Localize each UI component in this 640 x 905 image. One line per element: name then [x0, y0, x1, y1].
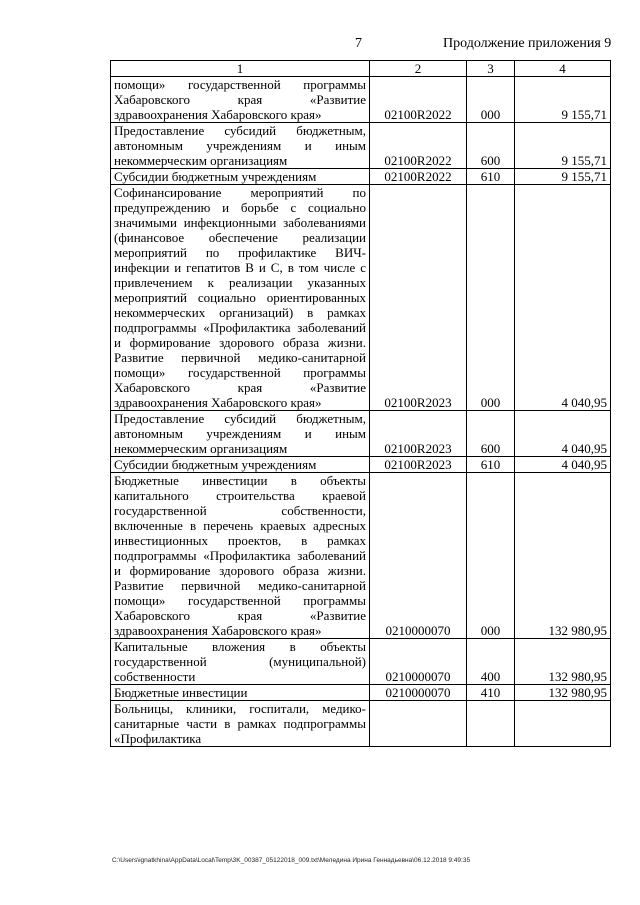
table-header-row — [111, 61, 611, 77]
row-target-code: 02100R2022 — [370, 169, 467, 185]
row-target-code: 02100R2022 — [370, 123, 467, 169]
row-description: Софинансирование мероприятий по предупреждению и борьбе с социально значимыми инфекционными заболеваниями (финансовое обеспечение реализации мероприятий по профилактике ВИЧ-инфекции и гепатитов В и С, в том числе с привлечением к реализации указанных мероприятий социально ориентированных некоммерческих организаций) в рамках подпрограммы «Профилактика заболеваний и формирование здорового образа жизни. Развитие первичной медико-санитарной помощи» государственной программы Хабаровского края «Развитие здравоохранения Хабаровского края» — [111, 185, 370, 411]
row-target-code: 0210000070 — [370, 473, 467, 639]
row-expense-type: 600 — [467, 411, 515, 457]
table-row — [111, 169, 611, 185]
column-header-2: 2 — [370, 61, 467, 77]
row-target-code: 02100R2022 — [370, 77, 467, 123]
table-row — [111, 473, 611, 639]
row-description: Предоставление субсидий бюджетным, автономным учреждениям и иным некоммерческим организациям — [111, 123, 370, 169]
row-expense-type: 410 — [467, 685, 515, 701]
row-description: Больницы, клиники, госпитали, медико-санитарные части в рамках подпрограммы «Профилактика — [111, 701, 370, 747]
row-target-code: 0210000070 — [370, 685, 467, 701]
row-amount: 132 980,95 — [515, 473, 611, 639]
page-number: 7 — [355, 36, 362, 51]
column-header-3: 3 — [467, 61, 515, 77]
column-header-1: 1 — [111, 61, 370, 77]
row-amount: 132 980,95 — [515, 685, 611, 701]
row-description: Капитальные вложения в объекты государственной (муниципальной) собственности — [111, 639, 370, 685]
row-amount: 4 040,95 — [515, 185, 611, 411]
row-expense-type: 600 — [467, 123, 515, 169]
row-description: Предоставление субсидий бюджетным, автономным учреждениям и иным некоммерческим организациям — [111, 411, 370, 457]
row-target-code — [370, 701, 467, 747]
budget-table — [110, 60, 611, 747]
row-expense-type: 610 — [467, 457, 515, 473]
page-title: Продолжение приложения 9 — [443, 36, 612, 51]
row-expense-type: 000 — [467, 77, 515, 123]
row-description: Субсидии бюджетным учреждениям — [111, 457, 370, 473]
file-path-footer: C:\Users\ignatkhina\AppData\Local\Temp\3K_00387_05122018_009.txt\Меледина Ирина Геннадьевна\06.12.2018 9:49:35 — [112, 857, 471, 864]
row-amount: 9 155,71 — [515, 123, 611, 169]
table-row — [111, 411, 611, 457]
row-amount: 4 040,95 — [515, 411, 611, 457]
column-header-4: 4 — [515, 61, 611, 77]
row-amount — [515, 701, 611, 747]
row-amount: 9 155,71 — [515, 77, 611, 123]
row-amount: 4 040,95 — [515, 457, 611, 473]
row-amount: 9 155,71 — [515, 169, 611, 185]
row-target-code: 0210000070 — [370, 639, 467, 685]
table-row — [111, 639, 611, 685]
row-expense-type — [467, 701, 515, 747]
table-row — [111, 77, 611, 123]
table-row — [111, 701, 611, 747]
row-expense-type: 400 — [467, 639, 515, 685]
table-row — [111, 685, 611, 701]
row-target-code: 02100R2023 — [370, 457, 467, 473]
row-description: Бюджетные инвестиции в объекты капитального строительства краевой государственной собственности, включенные в перечень краевых адресных инвестиционных проектов, в рамках подпрограммы «Профилактика заболеваний и формирование здорового образа жизни. Развитие первичной медико-санитарной помощи» государственной программы Хабаровского края «Развитие здравоохранения Хабаровского края» — [111, 473, 370, 639]
row-amount: 132 980,95 — [515, 639, 611, 685]
row-description: Субсидии бюджетным учреждениям — [111, 169, 370, 185]
row-target-code: 02100R2023 — [370, 185, 467, 411]
row-target-code: 02100R2023 — [370, 411, 467, 457]
table-row — [111, 123, 611, 169]
row-description: Бюджетные инвестиции — [111, 685, 370, 701]
row-description: помощи» государственной программы Хабаровского края «Развитие здравоохранения Хабаровского края» — [111, 77, 370, 123]
row-expense-type: 610 — [467, 169, 515, 185]
row-expense-type: 000 — [467, 473, 515, 639]
table-row — [111, 185, 611, 411]
table-row — [111, 457, 611, 473]
row-expense-type: 000 — [467, 185, 515, 411]
